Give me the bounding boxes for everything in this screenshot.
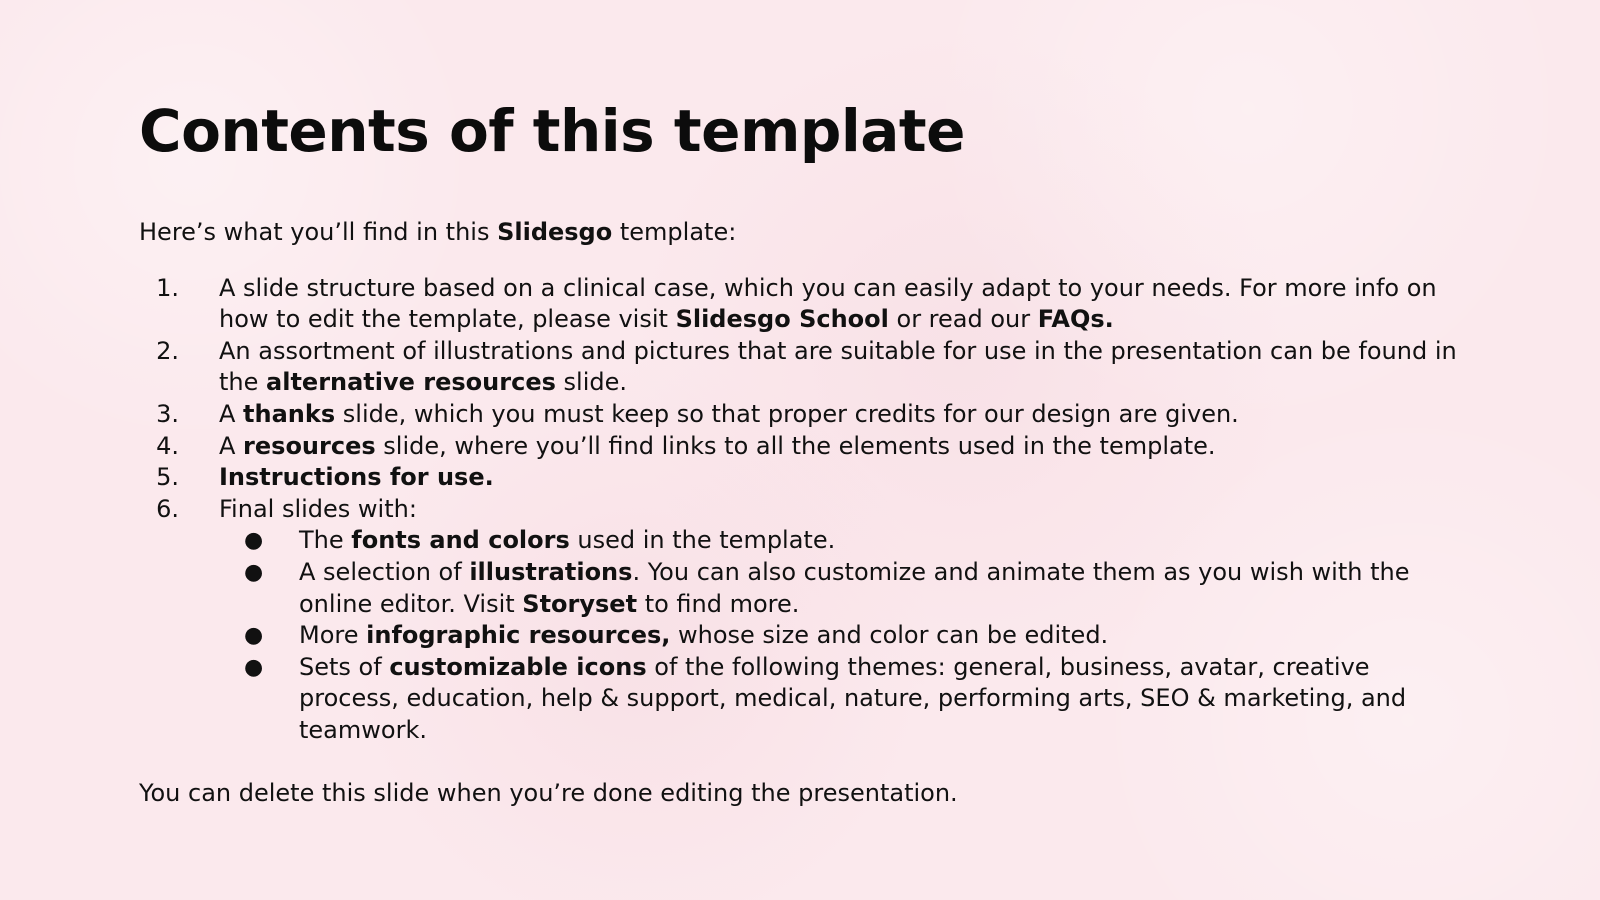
list-item-text: slide, which you must keep so that proper credits for our design are given. xyxy=(335,399,1239,428)
sub-item-text: used in the template. xyxy=(569,526,836,555)
sub-item-text: . You can also customize and animate them as you wish with the online editor. Visit xyxy=(299,557,1410,618)
list-item xyxy=(139,462,1459,494)
sub-item-text: The xyxy=(299,526,352,555)
list-item-text: An assortment of illustrations and pictures that are suitable for use in the presentation can be found in the xyxy=(219,336,1457,397)
list-item-text: A xyxy=(219,431,244,460)
list-item-bold: Instructions for use. xyxy=(219,463,494,492)
list-item-number: 3. xyxy=(156,399,179,428)
intro-brand: Slidesgo xyxy=(497,218,613,246)
list-item-bold: thanks xyxy=(243,399,336,428)
sub-item-bold: customizable icons xyxy=(389,652,647,681)
list-item-number: 6. xyxy=(156,494,179,523)
sub-item-text: whose size and color can be edited. xyxy=(670,621,1109,650)
list-item-text: A xyxy=(219,399,244,428)
list-item-text: slide. xyxy=(555,368,627,397)
outro-paragraph: You can delete this slide when you’re done editing the presentation. xyxy=(139,778,958,807)
intro-text-end: template: xyxy=(612,218,737,246)
list-item-number: 5. xyxy=(156,463,179,492)
sub-item-bold: fonts and colors xyxy=(351,526,570,555)
list-item-bold: resources xyxy=(243,431,376,460)
sub-list xyxy=(219,525,1459,746)
sub-list-item xyxy=(219,525,1459,557)
contents-list xyxy=(139,273,1459,747)
list-item xyxy=(139,273,1459,336)
intro-text: Here’s what you’ll find in this xyxy=(139,218,498,246)
sub-list-item xyxy=(219,557,1459,620)
list-item-number: 1. xyxy=(156,273,179,302)
bullet-icon: ● xyxy=(244,623,264,649)
sub-item-bold: infographic resources, xyxy=(366,621,671,650)
list-item-text: slide, where you’ll find links to all the elements used in the template. xyxy=(375,431,1216,460)
sub-item-bold: illustrations xyxy=(469,557,633,586)
bullet-icon: ● xyxy=(244,654,264,680)
storyset-link: Storyset xyxy=(522,589,638,618)
slide-body xyxy=(139,217,1459,809)
list-item-number: 2. xyxy=(156,336,179,365)
sub-list-item xyxy=(219,652,1459,747)
sub-item-text: Sets of xyxy=(299,652,390,681)
sub-item-text: More xyxy=(299,621,367,650)
faqs-link: FAQs. xyxy=(1037,305,1114,334)
list-item-text: or read our xyxy=(888,305,1038,334)
intro-paragraph xyxy=(139,217,1459,249)
sub-list-item xyxy=(219,620,1459,652)
sub-item-text: to find more. xyxy=(637,589,800,618)
list-item-text: Final slides with: xyxy=(219,494,417,523)
bullet-icon: ● xyxy=(244,528,264,554)
list-item xyxy=(139,399,1459,431)
sub-item-text: of the following themes: general, business, avatar, creative process, education, help & support, medical, nature, performing arts, SEO & marketing, and teamwork. xyxy=(299,652,1407,744)
slidesgo-school-link: Slidesgo School xyxy=(675,305,889,334)
sub-item-text: A selection of xyxy=(299,557,470,586)
list-item-bold: alternative resources xyxy=(266,368,556,397)
list-item xyxy=(139,494,1459,747)
list-item-text: A slide structure based on a clinical case, which you can easily adapt to your needs. For more info on how to edit the template, please visit xyxy=(219,273,1437,334)
slide-title: Contents of this template xyxy=(139,97,965,165)
list-item-number: 4. xyxy=(156,431,179,460)
bullet-icon: ● xyxy=(244,559,264,585)
list-item xyxy=(139,431,1459,463)
list-item xyxy=(139,336,1459,399)
